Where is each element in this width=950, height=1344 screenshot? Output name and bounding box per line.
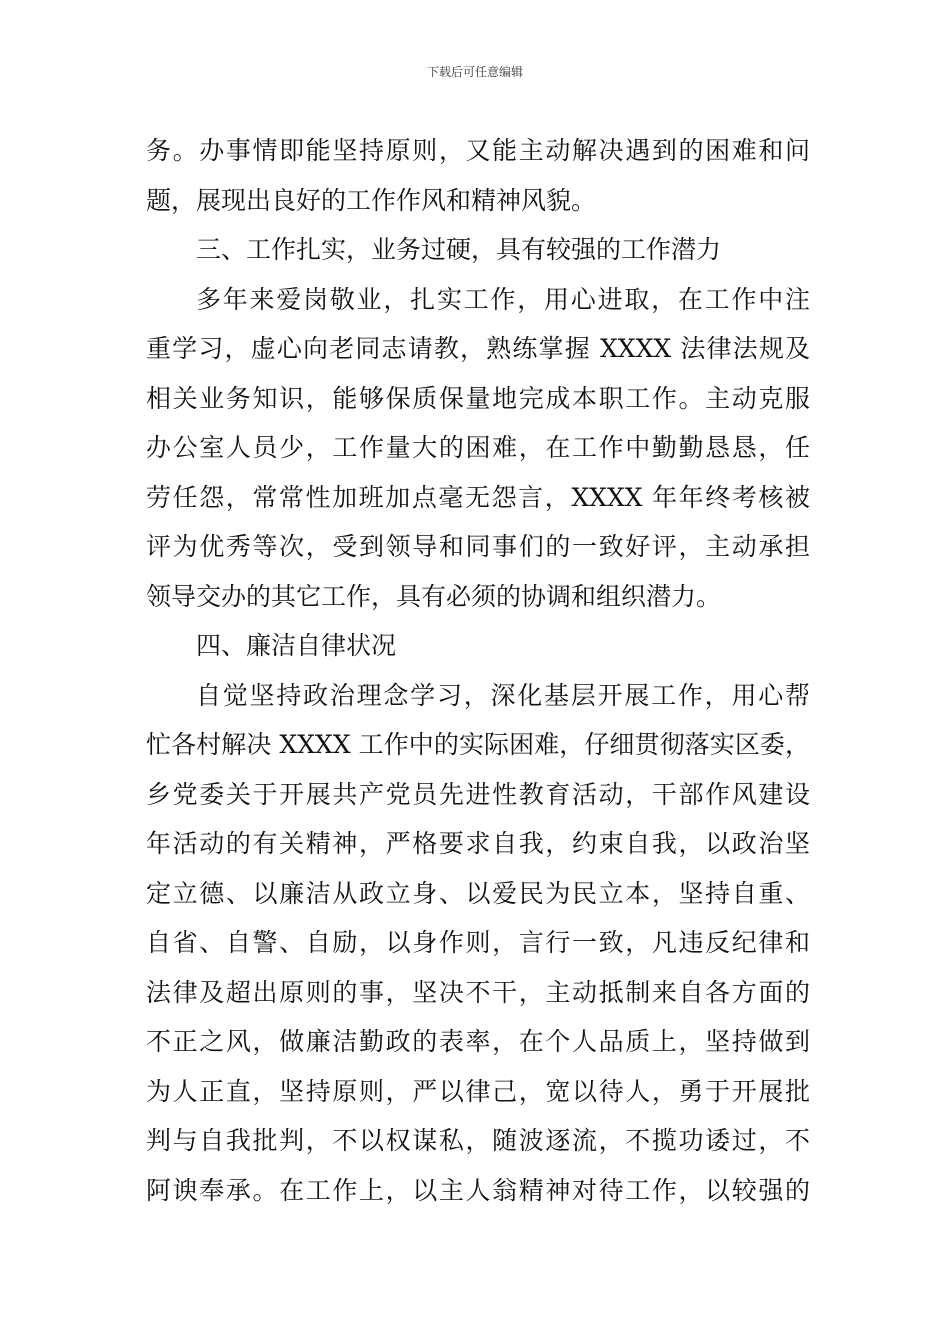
text-line: 多年来爱岗敬业，扎实工作，用心进取，在工作中注 [196,284,810,314]
section-heading: 三、工作扎实，业务过硬，具有较强的工作潜力 [196,235,722,264]
text-line: 不正之风，做廉洁勤政的表率，在个人品质上，坚持做到 [146,1027,810,1056]
text-line: 自觉坚持政治理念学习，深化基层开展工作，用心帮 [196,680,810,710]
text-line: 阿谀奉承。在工作上，以主人翁精神对待工作，以较强的 [146,1175,810,1205]
document-body [146,126,810,1215]
text-line: 年活动的有关精神，严格要求自我，约束自我，以政治坚 [146,829,810,858]
text-line: 乡党委关于开展共产党员先进性教育活动，干部作风建设 [146,779,810,809]
text-line: 务。办事情即能坚持原则，又能主动解决遇到的困难和问 [146,136,810,165]
text-line: 法律及超出原则的事，坚决不干，主动抵制来自各方面的 [146,977,810,1007]
text-line: 评为优秀等次，受到领导和同事们的一致好评，主动承担 [146,532,810,561]
text-line: 重学习，虚心向老同志请教，熟练掌握 XXXX 法律法规及 [146,334,810,363]
text-line: 判与自我批判，不以权谋私，随波逐流，不揽功诿过，不 [146,1126,810,1155]
text-line: 劳任怨，常常性加班加点毫无怨言，XXXX 年年终考核被 [146,482,810,512]
text-line: 题，展现出良好的工作作风和精神风貌。 [146,185,597,215]
text-line: 领导交办的其它工作，具有必须的协调和组织潜力。 [146,581,722,611]
text-line: 定立德、以廉洁从政立身、以爱民为民立本，坚持自重、 [146,878,810,908]
text-line: 为人正直，坚持原则，严以律己，宽以待人，勇于开展批 [146,1076,810,1106]
text-line: 办公室人员少，工作量大的困难，在工作中勤勤恳恳，任 [146,433,810,462]
text-line: 忙各村解决 XXXX 工作中的实际困难，仔细贯彻落实区委， [146,730,810,759]
text-line: 自省、自警、自励，以身作则，言行一致，凡违反纪律和 [146,928,810,957]
section-heading: 四、廉洁自律状况 [196,631,397,660]
page-header-note: 下载后可任意编辑 [426,65,523,79]
text-line: 相关业务知识，能够保质保量地完成本职工作。主动克服 [146,383,810,413]
